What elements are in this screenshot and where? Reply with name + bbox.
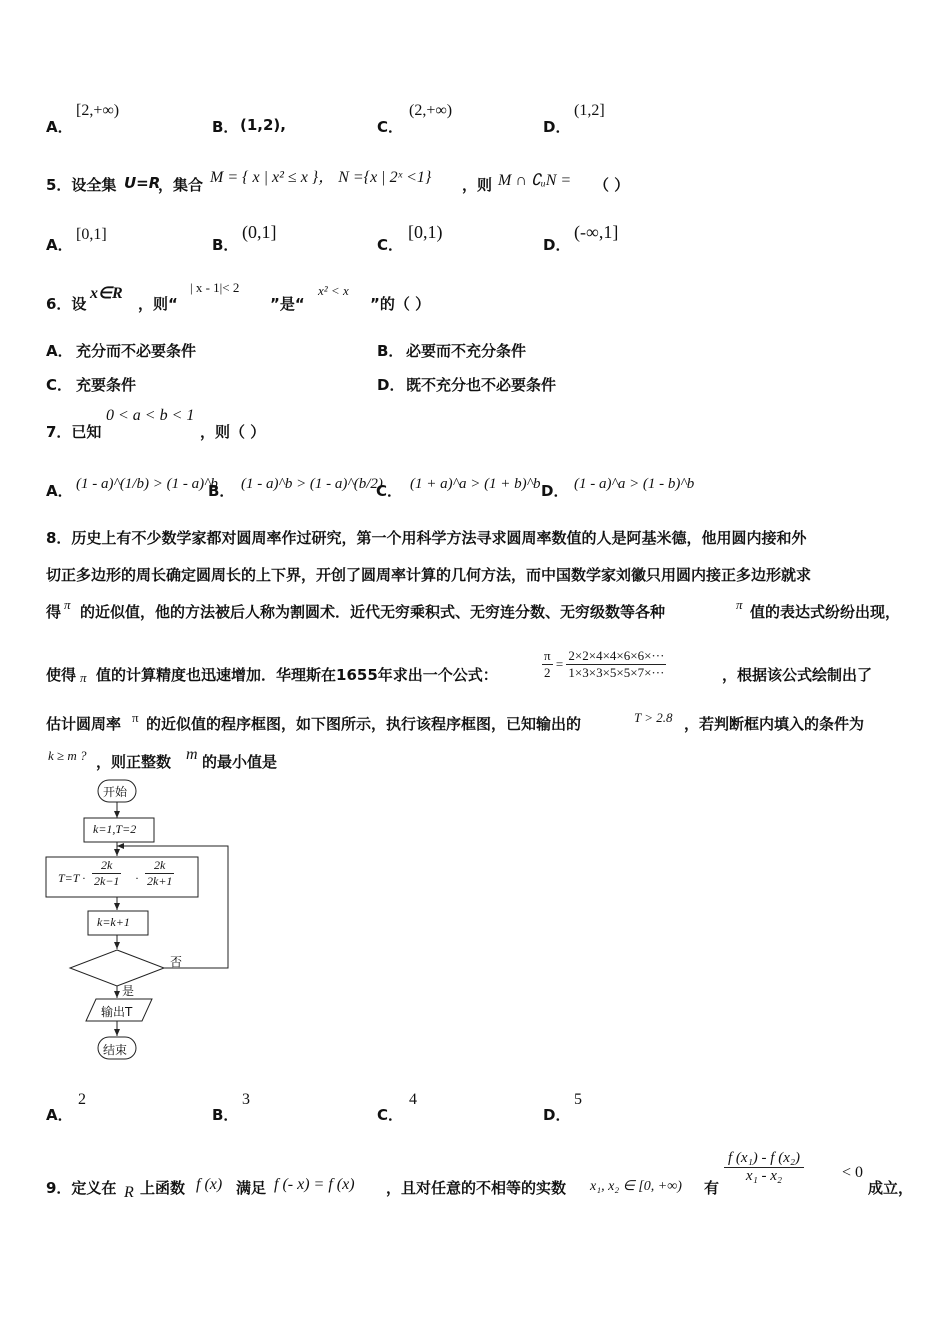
q7-option-b-letter: B． <box>208 482 235 500</box>
q6-option-a-text: 充分而不必要条件 <box>76 342 197 360</box>
pi-symbol: π <box>64 597 71 612</box>
q5-stem-prefix: 5．设全集 <box>46 176 117 194</box>
q9-r: R <box>124 1184 134 1201</box>
q9-less-zero: < 0 <box>842 1164 864 1181</box>
q8-option-d-letter: D． <box>543 1106 571 1124</box>
pi-symbol: π <box>736 597 743 612</box>
q8-option-c-letter: C． <box>377 1106 404 1124</box>
q4-option-d-letter: D． <box>543 118 571 136</box>
q5-option-b-math: (0,1] <box>242 222 277 242</box>
pi-symbol: π <box>544 648 551 663</box>
q5-option-d-math: (-∞,1] <box>574 222 619 242</box>
q8-line-6a: ，则正整数 <box>96 753 172 771</box>
q9-frac-num: f (x₁) - f (x₂) <box>724 1150 804 1168</box>
q4-option-c-math: (2,+∞) <box>409 102 453 119</box>
q8-line-5c: ，若判断框内填入的条件为 <box>684 715 865 733</box>
q8-judge-condition: k ≥ m ? <box>48 748 87 763</box>
q9-text-2: 上函数 <box>140 1179 186 1197</box>
q9-suffix: 成立， <box>868 1179 914 1197</box>
flow-update-prefix: T=T · <box>58 871 86 885</box>
q8-line-3c: 值的表达式纷纷出现， <box>750 603 901 621</box>
q8-option-d-value: 5 <box>574 1091 582 1108</box>
q6-prefix: 6．设 <box>46 295 87 313</box>
q8-option-b-letter: B． <box>212 1106 239 1124</box>
q5-expr: M ∩ ∁ᵤN = <box>498 172 572 189</box>
q7-option-d-letter: D． <box>541 482 569 500</box>
q6-option-b-letter: B． <box>377 342 404 360</box>
q6-option-c-text: 充要条件 <box>76 376 137 394</box>
q8-line-1: 8．历史上有不少数学家都对圆周率作过研究，第一个用科学方法寻求圆周率数值的人是阿基米德，他用圆内接和外 <box>46 529 807 547</box>
q8-option-a-value: 2 <box>78 1091 86 1108</box>
q5-then: ，则 <box>462 176 493 194</box>
q7-option-c-math: (1 + a)^a > (1 + b)^b <box>410 476 541 492</box>
pi-symbol: π <box>80 670 87 685</box>
q9-even-condition: f (- x) = f (x) <box>274 1176 355 1193</box>
q5-sets-math: M = { x | x² ≤ x }， N ={x | 2ˣ <1} <box>210 169 432 186</box>
flow-yes-label: 是 <box>122 984 135 998</box>
wallis-denominator: 1×3×3×5×5×7×··· <box>568 665 665 680</box>
q4-option-c-letter: C． <box>377 118 404 136</box>
flow-start-label: 开始 <box>103 785 128 799</box>
q5-option-a-math: [0,1] <box>76 226 107 243</box>
flow-frac-1 <box>92 858 121 889</box>
q9-domain: x₁, x₂ ∈ [0, +∞) <box>590 1179 682 1194</box>
q5-blank: （ ） <box>594 176 630 194</box>
q7-option-b-math: (1 - a)^b > (1 - a)^(b/2) <box>241 476 383 492</box>
flow-no-label: 否 <box>170 955 183 969</box>
q5-comma: ，集合 <box>158 176 204 194</box>
q6-text-2: ，则“ <box>138 295 178 313</box>
flow-frac-2-den: 2k+1 <box>147 874 173 888</box>
q5-option-d-letter: D． <box>543 236 571 254</box>
q5-option-c-math: [0,1) <box>408 222 443 242</box>
q8-option-b-value: 3 <box>242 1091 250 1108</box>
q9-prefix: 9．定义在 <box>46 1179 117 1197</box>
q6-text-3: ”是“ <box>270 295 305 313</box>
flow-end-label: 结束 <box>103 1043 128 1057</box>
q4-option-d-math: (1,2] <box>574 102 605 119</box>
q7-option-d-math: (1 - a)^a > (1 - b)^b <box>574 476 695 492</box>
flow-output-label: 输出T <box>101 1005 133 1019</box>
q7-option-a-letter: A． <box>46 482 73 500</box>
q9-frac-den: x₁ - x₂ <box>745 1168 783 1184</box>
q8-line-3a: 得 <box>46 603 62 621</box>
q5-option-a-letter: A． <box>46 236 73 254</box>
q6-option-d-letter: D． <box>377 376 405 394</box>
flow-frac-2 <box>145 858 174 889</box>
q8-line-4c: ，根据该公式绘制出了 <box>722 666 873 684</box>
q8-m-var: m <box>186 746 198 763</box>
q7-option-a-math: (1 - a)^(1/b) > (1 - a)^b <box>76 476 218 492</box>
q6-text-4: ”的（ ） <box>370 295 431 313</box>
wallis-formula: $\frac{\pi}{2}$ = $\frac{2\times 2\times 4\times 4\times 6\times 6\times\cdot\cdot\cdot}{1\times 3\times 3\times 5\times 5\times 7\times\cdot\cdot\cdot}$ <box>544 648 665 680</box>
q9-text-3: 满足 <box>236 1179 267 1197</box>
q8-output-condition: T > 2.8 <box>634 710 673 725</box>
q4-option-b-text: (1,2), <box>240 116 286 134</box>
q5-option-b-letter: B． <box>212 236 239 254</box>
q7-prefix: 7．已知 <box>46 423 102 441</box>
q5-set-u: U=R <box>124 174 161 192</box>
q8-option-c-value: 4 <box>409 1091 417 1108</box>
q6-option-c-letter: C． <box>46 376 73 394</box>
pi-symbol: π <box>132 710 139 725</box>
q9-text-4: ，且对任意的不相等的实数 <box>386 1179 567 1197</box>
flow-frac-1-num: 2k <box>92 858 121 874</box>
q9-fraction <box>724 1150 804 1185</box>
q8-line-5b: 的近似值的程序框图，如下图所示，执行该程序框图，已知输出的 <box>146 715 582 733</box>
q7-option-c-letter: C． <box>376 482 403 500</box>
q8-line-2: 切正多边形的周长确定圆周长的上下界，开创了圆周率计算的几何方法，而中国数学家刘徽只用圆内接正多边形就求 <box>46 566 812 584</box>
q6-option-b-text: 必要而不充分条件 <box>406 342 527 360</box>
q4-option-a-math: [2,+∞) <box>76 102 120 119</box>
q9-fx: f (x) <box>196 1176 223 1193</box>
q6-option-a-letter: A． <box>46 342 73 360</box>
q9-text-5: 有 <box>704 1179 720 1197</box>
wallis-numerator: 2×2×4×4×6×6×··· <box>568 648 665 663</box>
q8-option-a-letter: A． <box>46 1106 73 1124</box>
flow-frac-1-den: 2k−1 <box>94 874 120 888</box>
q6-x-in-r: x∈R <box>90 285 123 302</box>
q6-condition-2: x² < x <box>318 283 349 298</box>
flow-decision-shape <box>70 950 164 986</box>
q6-condition-1: | x - 1|< 2 <box>190 280 240 295</box>
q4-option-a-letter: A． <box>46 118 73 136</box>
q7-suffix: ，则（ ） <box>200 423 266 441</box>
q8-line-4b: 值的计算精度也迅速增加．华理斯在1655年求出一个公式： <box>96 666 498 684</box>
q5-option-c-letter: C． <box>377 236 404 254</box>
flow-incr-label: k=k+1 <box>97 915 130 929</box>
flow-init-label: k=1,T=2 <box>93 822 137 836</box>
q8-line-4a: 使得 <box>46 666 77 684</box>
q7-condition: 0 < a < b < 1 <box>106 407 195 424</box>
q8-line-3b: 的近似值，他的方法被后人称为割圆术．近代无穷乘积式、无穷连分数、无穷级数等各种 <box>80 603 666 621</box>
q6-option-d-text: 既不充分也不必要条件 <box>406 376 557 394</box>
q8-line-5a: 估计圆周率 <box>46 715 122 733</box>
flow-frac-2-num: 2k <box>145 858 174 874</box>
q8-line-6b: 的最小值是 <box>202 753 278 771</box>
q4-option-b-letter: B． <box>212 118 239 136</box>
